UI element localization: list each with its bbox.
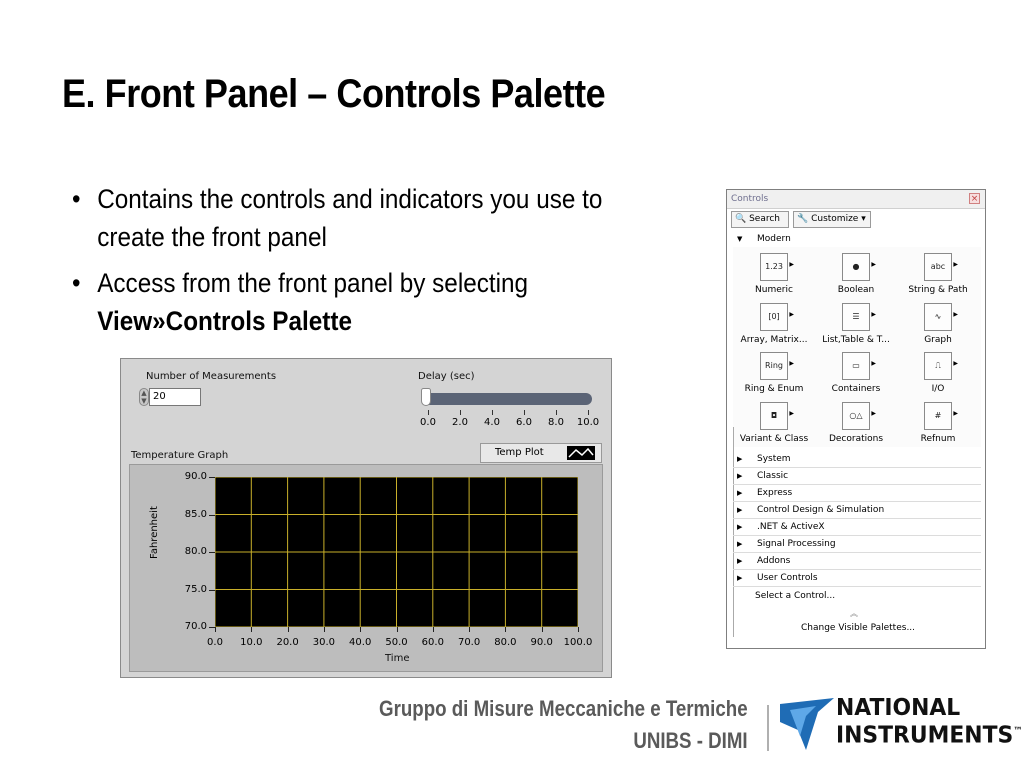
palette-item-label: Boolean [837,285,875,295]
palette-item-icon: ○△ ▶ [842,402,870,430]
delay-scale-tick [492,410,493,415]
palette-item-decorations[interactable] [815,400,897,450]
palette-icon-grid [733,247,981,447]
logo-line-2: INSTRUMENTS™ [836,722,1023,749]
submenu-arrow-icon: ▶ [871,409,876,417]
palette-item-label: Variant & Class [739,433,809,444]
delay-scale-label: 6.0 [516,417,532,428]
category-label: User Controls [757,573,818,583]
palette-item-icon: 1.23 ▶ [760,253,788,281]
category-signal-processing[interactable] [733,536,981,553]
category-classic[interactable] [733,468,981,485]
palette-item-icon: ☰ ▶ [842,303,870,331]
submenu-arrow-icon: ▶ [953,409,958,417]
graph-label: Temperature Graph [131,450,229,461]
delay-scale-tick [588,410,589,415]
delay-scale-label: 10.0 [576,417,600,428]
delay-scale-tick [524,410,525,415]
category-label: Signal Processing [757,539,836,549]
palette-item-i-o[interactable] [897,350,979,400]
x-axis-tick [397,627,398,632]
x-axis-tick [469,627,470,632]
delay-scale-tick [460,410,461,415]
x-axis-tick-label: 50.0 [385,637,408,648]
category-express[interactable] [733,485,981,502]
select-a-control-link[interactable]: Select a Control... [755,591,836,601]
submenu-arrow-icon: ▶ [953,360,958,367]
category-label: Control Design & Simulation [757,505,885,515]
front-panel [120,358,612,678]
palette-item-icon: Ring ▶ [760,352,788,380]
category-label: Express [757,488,793,498]
palette-item-label: Refnum [920,433,956,444]
palette-item-label: Containers [831,384,881,394]
delay-scale-label: 0.0 [420,417,436,428]
delay-scale-label: 2.0 [452,417,468,428]
x-axis-tick-label: 100.0 [563,637,593,648]
palette-title: Controls [731,194,769,204]
y-axis-tick-label: 80.0 [184,546,207,557]
footer-line-2: UNIBS - DIMI [633,728,748,753]
category-label: .NET & ActiveX [757,522,825,532]
y-axis-tick-label: 70.0 [184,621,207,632]
expanded-arrow-icon: ▼ [737,235,743,243]
palette-item-label: List,Table & T... [822,334,890,345]
controls-palette [726,189,986,649]
bullet-list [72,180,648,348]
number-of-measurements-input[interactable]: 20 [149,388,201,406]
palette-item-icon: ▭ ▶ [842,352,870,380]
footer-divider [767,705,769,751]
category-modern[interactable] [733,231,981,248]
x-axis-tick [215,627,216,632]
x-axis-tick-label: 10.0 [240,637,263,648]
collapsed-arrow-icon: ▶ [737,472,743,480]
y-axis-title: Fahrenheit [149,506,160,559]
x-axis-tick-label: 80.0 [494,637,517,648]
palette-item-label: String & Path [908,285,968,295]
x-axis-tick [505,627,506,632]
customize-label: Customize [811,214,859,224]
category-label: System [757,454,791,464]
palette-item-icon: abc ▶ [924,253,952,281]
logo-line-1: NATIONAL [836,695,961,721]
x-axis-tick [578,627,579,632]
category-control-design-simulation[interactable] [733,502,981,519]
submenu-arrow-icon: ▶ [953,310,958,318]
palette-item-list-table-t[interactable] [815,301,897,351]
palette-item-icon: ● ▶ [842,253,870,281]
palette-item-ring-enum[interactable] [733,350,815,400]
footer-affiliation [379,693,748,757]
palette-item-numeric[interactable] [733,251,815,301]
submenu-arrow-icon: ▶ [789,360,794,367]
palette-item-label: Numeric [755,285,793,295]
submenu-arrow-icon: ▶ [789,409,794,417]
palette-item-refnum[interactable] [897,400,979,450]
palette-item-icon: ∿ ▶ [924,303,952,331]
x-axis-tick [288,627,289,632]
y-axis-tick [209,477,215,478]
palette-item-graph[interactable] [897,301,979,351]
y-axis-tick-label: 75.0 [184,583,207,595]
submenu-arrow-icon: ▶ [871,261,876,268]
x-axis-tick [360,627,361,632]
x-axis-tick-label: 90.0 [530,637,553,648]
temperature-graph-plot[interactable] [215,477,578,627]
close-icon[interactable]: × [970,194,979,204]
search-button[interactable] [731,211,789,228]
x-axis-tick [324,627,325,632]
x-axis-tick-label: 60.0 [421,637,444,648]
logo-wordmark [836,696,1023,748]
palette-item-variant-class[interactable] [733,400,815,450]
bullet-item [72,180,648,256]
palette-item-array-matrix[interactable] [733,301,815,351]
palette-item-string-path[interactable] [897,251,979,301]
delay-slider-track[interactable] [424,393,592,405]
submenu-arrow-icon: ▶ [789,261,794,268]
palette-item-boolean[interactable] [815,251,897,301]
footer-line-1: Gruppo di Misure Meccaniche e Termiche [379,696,748,721]
collapsed-arrow-icon: ▶ [737,557,743,565]
y-axis-tick [209,590,215,591]
palette-item-icon: [0] ▶ [760,303,788,331]
submenu-arrow-icon: ▶ [789,310,794,318]
palette-item-icon: ⎍ ▶ [924,352,952,380]
y-axis-tick-label: 90.0 [184,471,207,482]
number-of-measurements-label: Number of Measurements [146,371,277,382]
delay-scale-tick [556,410,557,415]
search-icon: 🔍 [735,214,747,224]
palette-item-label: Graph [924,334,952,345]
bullet-dot: • [72,268,81,298]
submenu-arrow-icon: ▶ [871,310,876,318]
palette-item-label: Ring & Enum [744,384,804,394]
x-axis-title: Time [385,653,410,664]
x-axis-tick-label: 0.0 [207,637,223,648]
y-axis-tick [209,552,215,553]
x-axis-tick [542,627,543,632]
change-visible-palettes-link[interactable]: Change Visible Palettes... [801,623,916,633]
y-axis-tick-label: 85.0 [184,508,207,520]
bullet-dot: • [72,184,81,214]
x-axis-tick-label: 40.0 [349,637,372,648]
category-addons[interactable] [733,553,981,570]
category-label: Classic [757,471,789,481]
x-axis-tick [433,627,434,632]
legend-label: Temp Plot [495,447,544,458]
collapsed-arrow-icon: ▶ [737,540,743,548]
collapsed-arrow-icon: ▶ [737,455,743,463]
collapse-chevron-icon[interactable]: ︽ [850,609,858,618]
increment-decrement-icon[interactable]: ▲ ▼ [139,388,149,406]
collapsed-arrow-icon: ▶ [737,489,743,497]
palette-item-label: Decorations [828,433,884,444]
x-axis-tick [251,627,252,632]
customize-button[interactable] [793,211,871,228]
slide-title: E. Front Panel – Controls Palette [62,72,606,116]
menu-path-text: View»Controls Palette [97,306,352,336]
x-axis-tick-label: 20.0 [276,637,299,648]
collapsed-arrow-icon: ▶ [737,506,743,514]
delay-scale-label: 8.0 [548,417,564,428]
bullet-item [72,264,648,340]
category-label: Addons [757,556,791,566]
x-axis-tick-label: 70.0 [457,637,481,648]
category-label: Modern [757,234,791,244]
palette-item-label: I/O [931,384,945,394]
palette-item-containers[interactable] [815,350,897,400]
dropdown-arrow-icon: ▾ [861,214,866,224]
delay-label: Delay (sec) [418,371,475,382]
delay-scale-tick [428,410,429,415]
palette-item-icon: # ▶ [924,402,952,430]
bullet-text: Contains the controls and indicators you use to create the front panel [97,184,603,252]
palette-titlebar[interactable] [727,190,985,209]
category-user-controls[interactable] [733,570,981,587]
palette-item-label: Array, Matrix... [740,334,808,345]
number-of-measurements-control[interactable] [139,388,203,406]
wrench-icon: 🔧 [797,214,809,224]
category-net-activex[interactable] [733,519,981,536]
search-label: Search [749,214,781,224]
submenu-arrow-icon: ▶ [953,261,958,268]
y-axis-tick [209,515,215,516]
submenu-arrow-icon: ▶ [871,360,876,367]
collapsed-arrow-icon: ▶ [737,523,743,531]
bullet-text: Access from the front panel by selecting [97,268,529,298]
delay-slider-handle[interactable] [421,388,431,406]
category-system[interactable] [733,451,981,468]
plot-style-icon[interactable] [567,446,595,460]
delay-scale-label: 4.0 [484,417,500,428]
collapsed-arrow-icon: ▶ [737,574,743,582]
palette-item-icon: ◘ ▶ [760,402,788,430]
x-axis-tick-label: 30.0 [312,637,336,648]
plot-legend[interactable] [480,443,602,463]
